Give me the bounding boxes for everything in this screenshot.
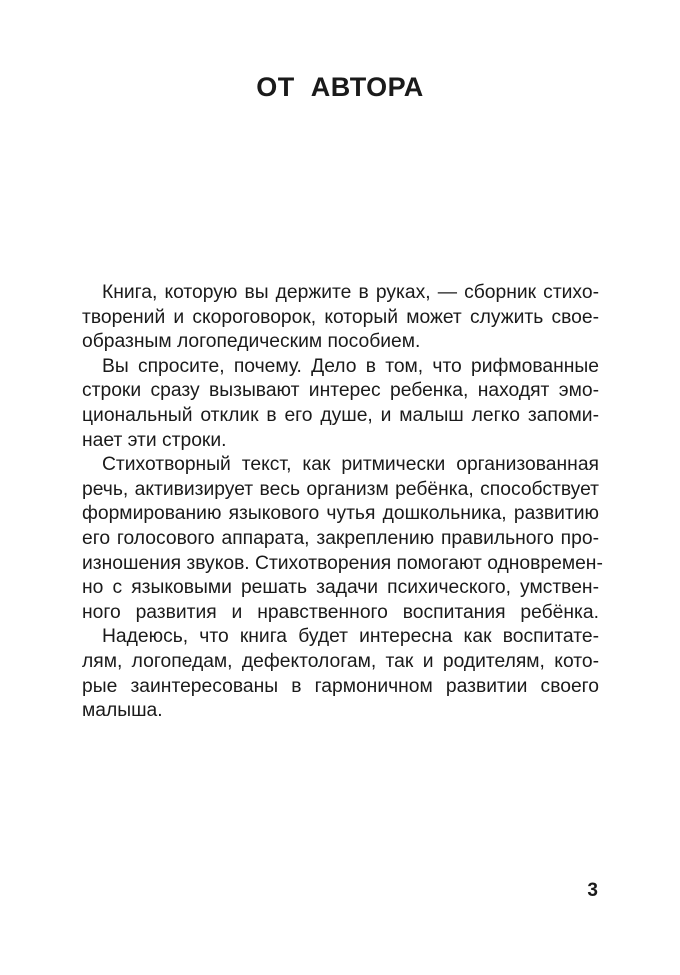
text-line: Стихотворный текст, как ритмически организованная: [102, 454, 599, 476]
text-line: строки сразу вызывают интерес ребенка, находят эмо-: [82, 380, 599, 402]
text-line: но с языковыми решать задачи психического, умствен-: [82, 577, 599, 599]
text-line: малыша.: [82, 700, 163, 722]
text-line: Книга, которую вы держите в руках, — сборник стихо-: [102, 282, 599, 303]
text-line: нает эти строки.: [82, 429, 227, 451]
page-number: 3: [587, 880, 598, 901]
text-line: Вы спросите, почему. Дело в том, что рифмованные: [102, 355, 599, 377]
page-title: ОТ АВТОРА: [256, 72, 424, 102]
text-line: циональный отклик в его душе, и малыш легко запоми-: [82, 404, 599, 426]
body-text: [82, 281, 603, 724]
text-line: рые заинтересованы в гармоничном развитии своего: [82, 675, 599, 697]
text-line: его голосового аппарата, закреплению правильного про-: [82, 527, 599, 549]
paragraph: [82, 281, 599, 355]
text-line: творений и скороговорок, который может служить свое-: [82, 306, 599, 328]
paragraph: [82, 453, 603, 625]
text-line: лям, логопедам, дефектологам, так и родителям, кото-: [82, 650, 599, 672]
text-line: изношения звуков. Стихотворения помогают одновремен-: [82, 552, 603, 574]
paragraph: [82, 355, 599, 453]
paragraph: [82, 625, 599, 723]
text-line: формированию языкового чутья дошкольника, развитию: [82, 503, 599, 525]
text-line: речь, активизирует весь организм ребёнка, способствует: [82, 478, 599, 500]
text-line: ного развития и нравственного воспитания ребёнка.: [82, 601, 599, 623]
text-line: Надеюсь, что книга будет интересна как воспитате-: [102, 626, 599, 648]
text-line: образным логопедическим пособием.: [82, 331, 421, 353]
